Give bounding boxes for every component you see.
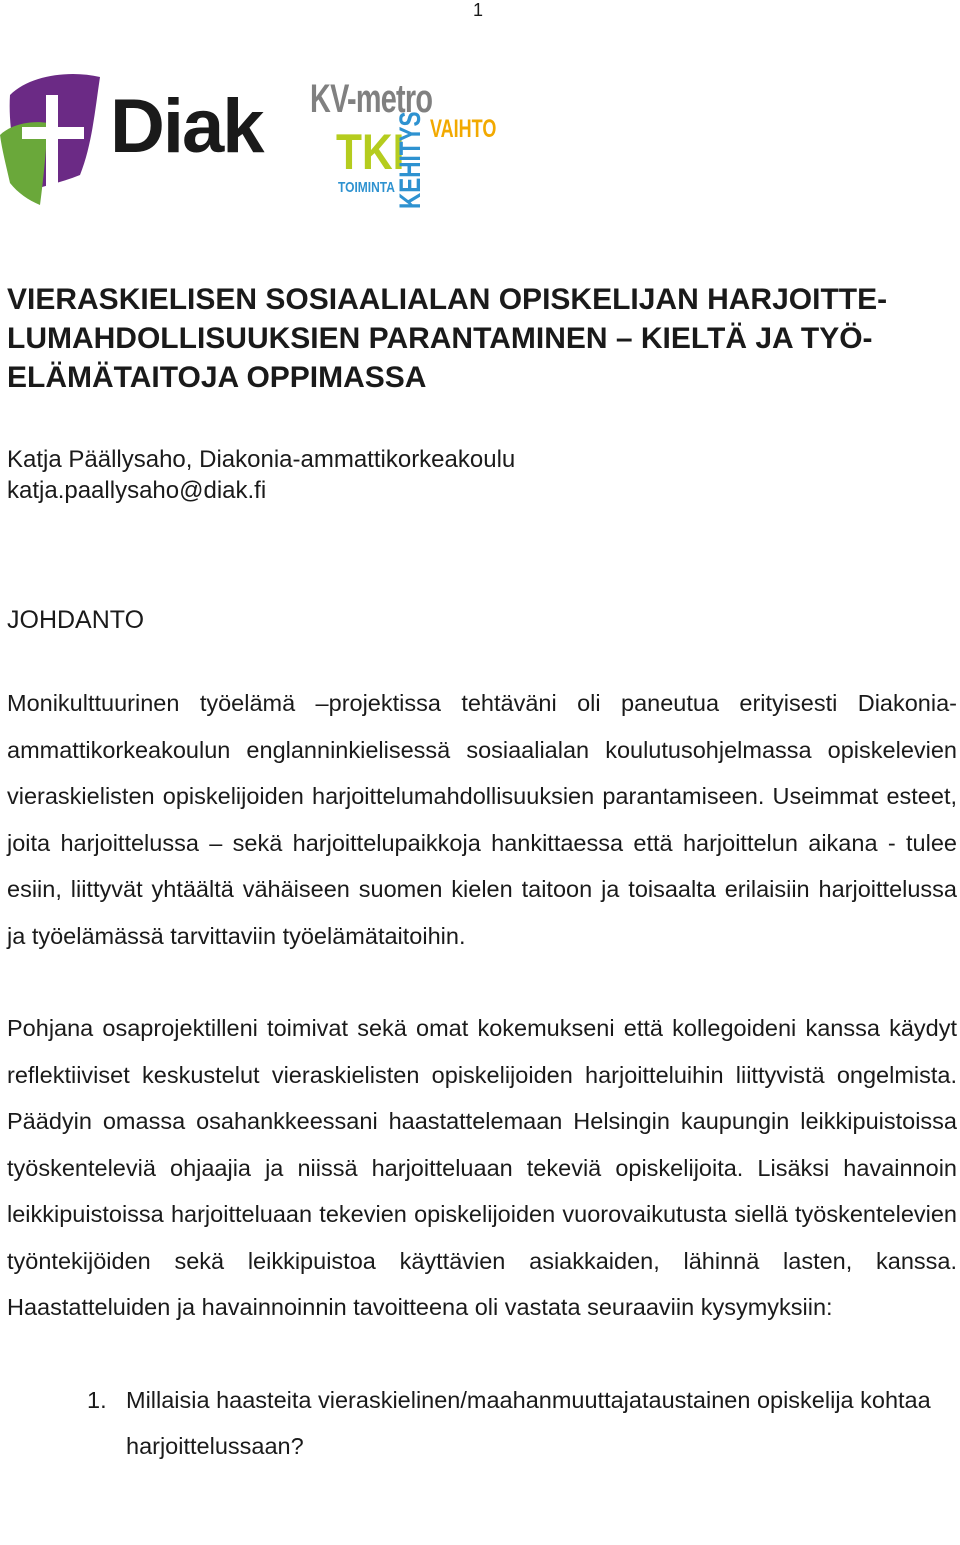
list-item (7, 1377, 957, 1470)
document-title (7, 280, 957, 397)
diak-wordmark: Diak (110, 84, 263, 169)
page-number: 1 (473, 0, 484, 20)
author-block (7, 444, 957, 506)
list-item-number: 1. (87, 1386, 107, 1413)
paragraph: Monikulttuurinen työelämä –projektissa tehtäväni oli paneutua erityisesti Diakonia-ammattikorkeakoulun englanninkielisessä sosiaalialan koulutusohjelmassa opiskelevien vieraskielisten opiskelijoiden harjoittelumahdollisuuksien parantamiseen. Useimmat esteet, joita harjoittelussa – sekä harjoittelupaikkoja hankittaessa että harjoittelun aikana - tulee esiin, liittyvät yhtäältä vähäiseen suomen kielen taitoon ja toisaalta erilaisiin harjoittelussa ja työelämässä tarvittaviin työelämätaitoihin. (7, 690, 957, 949)
kv-metro-logo (308, 75, 508, 215)
kv-metro-text: KV-metro (310, 77, 433, 121)
list-item-text: Millaisia haasteita vieraskielinen/maahanmuuttajataustainen opiskelija kohtaa harjoittelussaan? (126, 1386, 931, 1459)
diak-emblem-icon (0, 65, 110, 215)
vaihto-text: VAIHTO (430, 115, 497, 143)
toiminta-text: TOIMINTA (338, 179, 395, 196)
tki-text: TKI (336, 124, 405, 180)
kehitys-text: KEHITYS (394, 111, 427, 209)
author-name: Katja Päällysaho, Diakonia-ammattikorkeakoulu (7, 446, 516, 473)
diak-logo (0, 65, 300, 215)
document-body (7, 280, 957, 1470)
section-heading: JOHDANTO (7, 606, 145, 634)
question-list (7, 1377, 957, 1470)
title-line: VIERASKIELISEN SOSIAALIALAN OPISKELIJAN HARJOITTE- (7, 283, 888, 316)
paragraph: Pohjana osaprojektilleni toimivat sekä omat kokemukseni että kollegoideni kanssa käydyt reflektiiviset keskustelut vieraskielisten opiskelijoiden harjoitteluihin liittyvistä ongelmista. Päädyin omassa osahankkeessani haastattelemaan Helsingin kaupungin leikkipuistoissa työskenteleviä ohjaajia ja niissä harjoitteluaan tekeviä opiskelijoita. Lisäksi havainnoin leikkipuistoissa harjoitteluaan tekevien opiskelijoiden vuorovaikutusta siellä työskentelevien työntekijöiden sekä leikkipuistoa käyttävien asiakkaiden, lähinnä lasten, kanssa. Haastatteluiden ja havainnoinnin tavoitteena oli vastata seuraaviin kysymyksiin: (7, 1015, 957, 1320)
author-email[interactable]: katja.paallysaho@diak.fi (7, 477, 267, 504)
logo-header (0, 65, 520, 215)
title-line: ELÄMÄTAITOJA OPPIMASSA (7, 361, 427, 394)
title-line: LUMAHDOLLISUUKSIEN PARANTAMINEN – KIELTÄ JA TYÖ- (7, 322, 873, 355)
